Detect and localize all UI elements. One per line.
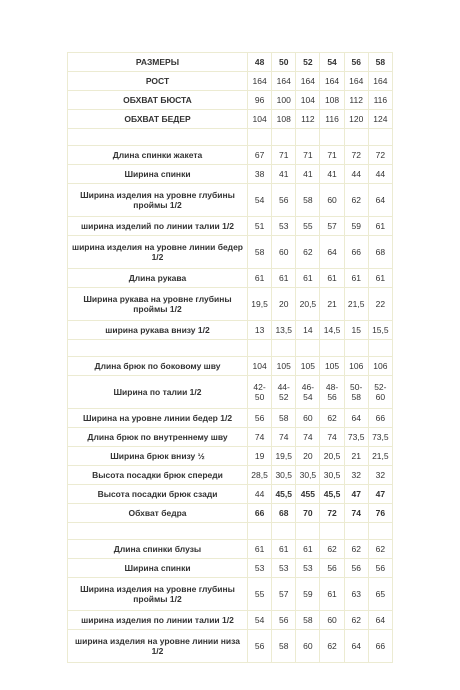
measurement-label: ОБХВАТ БЮСТА [68, 91, 248, 110]
measurement-value: 58 [272, 630, 296, 663]
measurement-value: 61 [320, 578, 344, 611]
measurement-value: 68 [368, 236, 392, 269]
measurement-value: 56 [248, 409, 272, 428]
measurement-value: 53 [296, 559, 320, 578]
empty-cell [368, 129, 392, 146]
measurement-row [68, 110, 393, 129]
measurement-row [68, 504, 393, 523]
measurement-row [68, 184, 393, 217]
empty-cell [68, 523, 248, 540]
measurement-value: 72 [344, 146, 368, 165]
measurement-value: 65 [368, 578, 392, 611]
measurement-value: 46-54 [296, 376, 320, 409]
measurement-label: Длина спинки блузы [68, 540, 248, 559]
measurement-value: 57 [320, 217, 344, 236]
measurement-value: 61 [344, 269, 368, 288]
measurement-value: 62 [344, 184, 368, 217]
size-cell: 48 [248, 53, 272, 72]
measurement-value: 59 [296, 578, 320, 611]
size-header-row [68, 53, 393, 72]
measurement-value: 64 [368, 184, 392, 217]
measurement-row [68, 428, 393, 447]
measurement-value: 56 [368, 559, 392, 578]
measurement-row [68, 540, 393, 559]
measurement-value: 66 [368, 630, 392, 663]
measurement-value: 64 [320, 236, 344, 269]
measurement-row [68, 236, 393, 269]
measurement-value: 74 [320, 428, 344, 447]
empty-cell [344, 340, 368, 357]
measurement-value: 108 [272, 110, 296, 129]
measurement-value: 14,5 [320, 321, 344, 340]
measurement-value: 108 [320, 91, 344, 110]
measurement-value: 74 [272, 428, 296, 447]
measurement-value: 56 [272, 611, 296, 630]
empty-cell [68, 129, 248, 146]
measurement-value: 19,5 [248, 288, 272, 321]
measurement-label: Ширина рукава на уровне глубины проймы 1/2 [68, 288, 248, 321]
measurement-value: 71 [272, 146, 296, 165]
measurement-row [68, 376, 393, 409]
measurement-row [68, 269, 393, 288]
measurement-value: 60 [296, 630, 320, 663]
measurement-value: 56 [320, 559, 344, 578]
measurement-value: 42-50 [248, 376, 272, 409]
measurement-value: 55 [248, 578, 272, 611]
empty-cell [320, 129, 344, 146]
measurement-value: 60 [296, 409, 320, 428]
measurement-value: 116 [368, 91, 392, 110]
measurement-label: Длина брюк по внутреннему шву [68, 428, 248, 447]
measurement-row [68, 409, 393, 428]
measurement-label: Обхват бедра [68, 504, 248, 523]
measurement-value: 58 [272, 409, 296, 428]
measurement-value: 62 [320, 540, 344, 559]
measurement-value: 15,5 [368, 321, 392, 340]
measurement-value: 41 [296, 165, 320, 184]
empty-cell [272, 340, 296, 357]
measurement-value: 164 [344, 72, 368, 91]
size-cell: 50 [272, 53, 296, 72]
measurement-value: 100 [272, 91, 296, 110]
measurement-value: 54 [248, 611, 272, 630]
measurement-value: 61 [248, 540, 272, 559]
measurement-value: 53 [272, 559, 296, 578]
measurement-value: 66 [368, 409, 392, 428]
measurement-value: 61 [248, 269, 272, 288]
measurement-row [68, 578, 393, 611]
measurement-row [68, 466, 393, 485]
measurement-value: 44 [248, 485, 272, 504]
empty-cell [368, 340, 392, 357]
measurement-value: 45,5 [272, 485, 296, 504]
measurement-value: 60 [272, 236, 296, 269]
measurement-value: 60 [320, 611, 344, 630]
measurement-row [68, 611, 393, 630]
measurement-value: 112 [296, 110, 320, 129]
measurement-value: 73,5 [344, 428, 368, 447]
measurement-value: 106 [344, 357, 368, 376]
measurement-value: 52-60 [368, 376, 392, 409]
measurement-label: Ширина изделия на уровне глубины проймы 1/2 [68, 184, 248, 217]
measurement-label: Ширина на уровне линии бедер 1/2 [68, 409, 248, 428]
measurement-label: Длина рукава [68, 269, 248, 288]
measurement-label: ширина рукава внизу 1/2 [68, 321, 248, 340]
header-label-cell: РАЗМЕРЫ [68, 53, 248, 72]
measurement-value: 21,5 [368, 447, 392, 466]
measurement-row [68, 357, 393, 376]
empty-cell [296, 340, 320, 357]
measurement-value: 14 [296, 321, 320, 340]
measurement-value: 67 [248, 146, 272, 165]
measurement-value: 45,5 [320, 485, 344, 504]
measurement-value: 22 [368, 288, 392, 321]
spacer-row [68, 129, 393, 146]
measurement-value: 61 [296, 269, 320, 288]
measurement-value: 164 [368, 72, 392, 91]
measurement-value: 455 [296, 485, 320, 504]
measurement-value: 104 [296, 91, 320, 110]
size-cell: 56 [344, 53, 368, 72]
measurement-value: 104 [248, 110, 272, 129]
measurement-value: 62 [320, 630, 344, 663]
measurement-label: Ширина по талии 1/2 [68, 376, 248, 409]
measurement-value: 21 [320, 288, 344, 321]
measurement-row [68, 217, 393, 236]
measurement-value: 47 [344, 485, 368, 504]
measurement-value: 20,5 [320, 447, 344, 466]
measurement-value: 64 [344, 630, 368, 663]
measurement-value: 124 [368, 110, 392, 129]
measurement-value: 20,5 [296, 288, 320, 321]
measurement-label: Ширина спинки [68, 559, 248, 578]
measurement-value: 47 [368, 485, 392, 504]
measurement-label: Ширина изделия на уровне глубины проймы 1/2 [68, 578, 248, 611]
measurement-value: 41 [272, 165, 296, 184]
measurement-label: Длина спинки жакета [68, 146, 248, 165]
measurement-value: 55 [296, 217, 320, 236]
size-cell: 58 [368, 53, 392, 72]
measurement-value: 58 [296, 184, 320, 217]
measurement-value: 30,5 [272, 466, 296, 485]
measurement-value: 74 [344, 504, 368, 523]
measurement-value: 96 [248, 91, 272, 110]
spacer-row [68, 523, 393, 540]
size-cell: 54 [320, 53, 344, 72]
measurement-value: 112 [344, 91, 368, 110]
measurement-value: 64 [368, 611, 392, 630]
empty-cell [272, 523, 296, 540]
empty-cell [248, 523, 272, 540]
measurement-value: 58 [248, 236, 272, 269]
measurement-value: 62 [344, 540, 368, 559]
measurement-value: 64 [344, 409, 368, 428]
measurement-value: 62 [344, 611, 368, 630]
measurement-label: ширина изделия на уровне линии бедер 1/2 [68, 236, 248, 269]
measurement-value: 48-56 [320, 376, 344, 409]
measurement-value: 15 [344, 321, 368, 340]
empty-cell [320, 523, 344, 540]
measurement-value: 105 [320, 357, 344, 376]
measurement-value: 70 [296, 504, 320, 523]
measurement-value: 57 [272, 578, 296, 611]
measurement-value: 30,5 [320, 466, 344, 485]
measurement-value: 62 [320, 409, 344, 428]
measurement-value: 164 [320, 72, 344, 91]
measurement-label: Ширина брюк внизу ½ [68, 447, 248, 466]
measurement-label: Высота посадки брюк спереди [68, 466, 248, 485]
empty-cell [344, 523, 368, 540]
measurement-value: 63 [344, 578, 368, 611]
measurement-row [68, 447, 393, 466]
measurement-value: 71 [320, 146, 344, 165]
measurement-row [68, 72, 393, 91]
measurement-value: 41 [320, 165, 344, 184]
measurement-label: ОБХВАТ БЕДЕР [68, 110, 248, 129]
size-chart-table [67, 52, 393, 663]
measurement-value: 76 [368, 504, 392, 523]
measurement-row [68, 559, 393, 578]
measurement-value: 56 [248, 630, 272, 663]
measurement-value: 71 [296, 146, 320, 165]
measurement-value: 72 [368, 146, 392, 165]
measurement-value: 50-58 [344, 376, 368, 409]
empty-cell [272, 129, 296, 146]
measurement-value: 54 [248, 184, 272, 217]
measurement-value: 164 [248, 72, 272, 91]
measurement-label: ширина изделия по линии талии 1/2 [68, 611, 248, 630]
measurement-value: 56 [344, 559, 368, 578]
measurement-value: 19 [248, 447, 272, 466]
measurement-value: 73,5 [368, 428, 392, 447]
measurement-value: 120 [344, 110, 368, 129]
empty-cell [248, 340, 272, 357]
measurement-value: 62 [296, 236, 320, 269]
measurement-value: 13,5 [272, 321, 296, 340]
measurement-value: 21,5 [344, 288, 368, 321]
measurement-value: 53 [272, 217, 296, 236]
measurement-row [68, 165, 393, 184]
measurement-value: 74 [296, 428, 320, 447]
measurement-value: 20 [272, 288, 296, 321]
measurement-value: 61 [368, 217, 392, 236]
measurement-row [68, 288, 393, 321]
measurement-value: 59 [344, 217, 368, 236]
size-cell: 52 [296, 53, 320, 72]
measurement-value: 68 [272, 504, 296, 523]
measurement-value: 106 [368, 357, 392, 376]
measurement-value: 61 [368, 269, 392, 288]
measurement-value: 58 [296, 611, 320, 630]
measurement-label: ширина изделий по линии талии 1/2 [68, 217, 248, 236]
measurement-label: Ширина спинки [68, 165, 248, 184]
measurement-value: 104 [248, 357, 272, 376]
empty-cell [296, 523, 320, 540]
measurement-value: 66 [344, 236, 368, 269]
measurement-value: 38 [248, 165, 272, 184]
measurement-value: 116 [320, 110, 344, 129]
measurement-label: Длина брюк по боковому шву [68, 357, 248, 376]
measurement-value: 44 [368, 165, 392, 184]
empty-cell [296, 129, 320, 146]
empty-cell [68, 340, 248, 357]
measurement-value: 60 [320, 184, 344, 217]
empty-cell [368, 523, 392, 540]
measurement-value: 61 [272, 540, 296, 559]
measurement-value: 62 [368, 540, 392, 559]
measurement-row [68, 485, 393, 504]
measurement-label: Высота посадки брюк сзади [68, 485, 248, 504]
measurement-value: 32 [368, 466, 392, 485]
measurement-value: 72 [320, 504, 344, 523]
measurement-row [68, 630, 393, 663]
measurement-value: 51 [248, 217, 272, 236]
measurement-value: 13 [248, 321, 272, 340]
spacer-row [68, 340, 393, 357]
measurement-value: 61 [320, 269, 344, 288]
measurement-value: 44-52 [272, 376, 296, 409]
measurement-value: 19,5 [272, 447, 296, 466]
measurement-value: 20 [296, 447, 320, 466]
measurement-value: 61 [272, 269, 296, 288]
measurement-value: 61 [296, 540, 320, 559]
measurement-value: 30,5 [296, 466, 320, 485]
measurement-value: 105 [296, 357, 320, 376]
measurement-value: 32 [344, 466, 368, 485]
measurement-value: 105 [272, 357, 296, 376]
empty-cell [344, 129, 368, 146]
measurement-label: РОСТ [68, 72, 248, 91]
measurement-value: 66 [248, 504, 272, 523]
measurement-value: 21 [344, 447, 368, 466]
measurement-value: 56 [272, 184, 296, 217]
measurement-value: 164 [272, 72, 296, 91]
measurement-row [68, 146, 393, 165]
measurement-value: 44 [344, 165, 368, 184]
empty-cell [320, 340, 344, 357]
measurement-value: 53 [248, 559, 272, 578]
measurement-row [68, 91, 393, 110]
size-chart-body [68, 53, 393, 663]
empty-cell [248, 129, 272, 146]
measurement-value: 164 [296, 72, 320, 91]
measurement-value: 28,5 [248, 466, 272, 485]
measurement-value: 74 [248, 428, 272, 447]
measurement-label: ширина изделия на уровне линии низа 1/2 [68, 630, 248, 663]
measurement-row [68, 321, 393, 340]
